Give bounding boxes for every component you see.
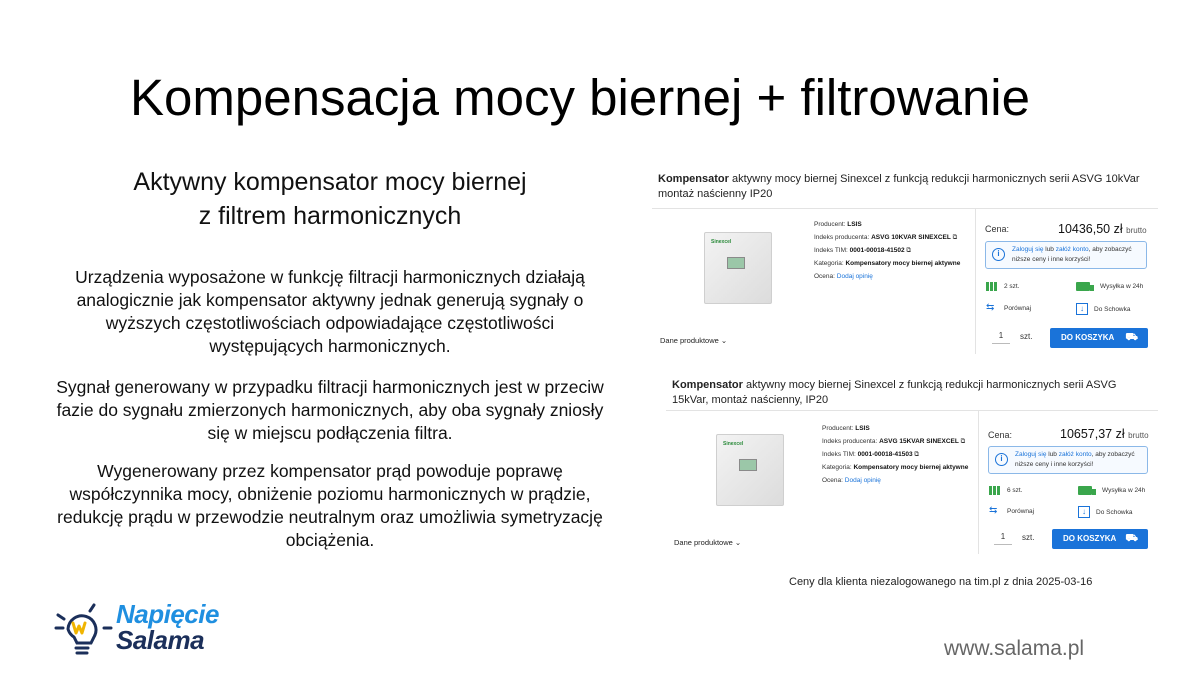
compare-icon: ⇆ — [989, 505, 998, 516]
info-icon: i — [995, 453, 1008, 466]
divider — [978, 410, 979, 554]
login-link[interactable]: Zaloguj się — [1015, 451, 1047, 458]
truck-icon — [1076, 282, 1090, 291]
register-link[interactable]: załóż konto — [1055, 246, 1089, 253]
copy-icon: ⧉ — [906, 247, 912, 254]
chevron-down-icon: ⌄ — [720, 336, 728, 345]
product-details-toggle[interactable]: Dane produktowe ⌄ — [660, 336, 728, 345]
add-to-cart-button[interactable]: DO KOSZYKA ⛟ — [1050, 328, 1148, 348]
add-review-link[interactable]: Dodaj opinię — [836, 273, 873, 280]
subtitle — [60, 165, 600, 233]
login-link[interactable]: Zaloguj się — [1012, 246, 1044, 253]
add-to-cart-button[interactable]: DO KOSZYKA ⛟ — [1052, 529, 1148, 549]
stock-info: 2 szt. — [986, 282, 1020, 291]
copy-icon: ⧉ — [960, 438, 966, 445]
divider — [666, 410, 1158, 411]
lightbulb-icon — [54, 601, 116, 659]
product-specs: Producent: LSIS Indeks producenta: ASVG 10KVAR SINEXCEL ⧉ Indeks TIM: 0001-00018-41502 ⧉ Kategoria: Kompensatory mocy biernej aktywne Ocena: Dodaj opinię — [814, 221, 961, 280]
quantity-field[interactable]: 1 szt. — [992, 328, 1032, 344]
copy-icon: ⧉ — [914, 451, 920, 458]
copy-icon: ⧉ — [952, 234, 958, 241]
info-icon: i — [992, 248, 1005, 261]
compare-button[interactable]: ⇆ Porównaj — [986, 302, 1032, 313]
product-title[interactable]: Kompensator aktywny mocy biernej Sinexcel z funkcją redukcji harmonicznych serii ASVG 10kVar montaż naścienny IP20 — [658, 173, 1140, 200]
compare-icon: ⇆ — [986, 302, 995, 313]
subtitle-line-2: z filtrem harmonicznych — [198, 202, 462, 230]
stock-icon — [989, 486, 1001, 495]
subtitle-line-1: Aktywny kompensator mocy biernej — [133, 168, 527, 196]
paragraph-effects: Wygenerowany przez kompensator prąd powoduje poprawę współczynnika mocy, obniżenie poziomu harmonicznych w prądzie, redukcję prądu w przewodzie neutralnym oraz umożliwia symetryzację obciążenia. — [57, 461, 603, 550]
napiecie-salama-logo — [52, 597, 232, 659]
truck-icon — [1078, 486, 1092, 495]
price-value: 10657,37 zł brutto — [1060, 427, 1149, 441]
cart-icon: ⛟ — [1125, 332, 1138, 343]
compare-button[interactable]: ⇆ Porównaj — [989, 505, 1035, 516]
price-footnote: Ceny dla klienta niezalogowanego na tim.pl z dnia 2025-03-16 — [789, 576, 1093, 588]
divider — [975, 208, 976, 354]
paragraph-antiphase: Sygnał generowany w przypadku filtracji harmonicznych jest w przeciw fazie do sygnału zmierzonych harmonicznych, aby oba sygnały zniosły się w miejscu podłączenia filtra. — [56, 377, 604, 443]
website-url: www.salama.pl — [944, 637, 1085, 660]
register-link[interactable]: załóż konto — [1058, 451, 1092, 458]
divider — [652, 208, 1158, 209]
product-details-toggle[interactable]: Dane produktowe ⌄ — [674, 538, 742, 547]
price-label: Cena: — [985, 224, 1010, 234]
product-image[interactable]: Sinexcel — [716, 434, 784, 506]
product-card-10kvar — [652, 168, 1158, 354]
paragraph-filtration: Urządzenia wyposażone w funkcję filtracji harmonicznych działają analogicznie jak kompensator aktywny jednak generują sygnały o wyższych częstotliwościach odpowiadające częstotliwości występujących harmonicznych. — [75, 267, 585, 356]
product-specs: Producent: LSIS Indeks producenta: ASVG 15KVAR SINEXCEL ⧉ Indeks TIM: 0001-00018-41503 ⧉ Kategoria: Kompensatory mocy biernej aktywne Ocena: Dodaj opinię — [822, 425, 969, 484]
quantity-field[interactable]: 1 szt. — [994, 529, 1034, 545]
stock-info: 6 szt. — [989, 486, 1023, 495]
slide-title: Kompensacja mocy biernej + filtrowanie — [129, 69, 1031, 126]
logo-wordmark: Napięcie Salama — [116, 599, 219, 655]
price-value: 10436,50 zł brutto — [1058, 222, 1147, 236]
product-title[interactable]: Kompensator aktywny mocy biernej Sinexcel z funkcją redukcji harmonicznych serii ASVG 15kVar, montaż naścienny, IP20 — [672, 379, 1117, 406]
clipboard-icon: ↓ — [1076, 303, 1088, 315]
cart-icon: ⛟ — [1125, 533, 1138, 544]
add-review-link[interactable]: Dodaj opinię — [844, 477, 881, 484]
login-notice: i Zaloguj się lub załóż konto, aby zobaczyć niższe ceny i inne korzyści! — [985, 241, 1147, 269]
clipboard-button[interactable]: ↓ Do Schowka — [1076, 303, 1131, 315]
product-card-15kvar — [666, 374, 1158, 554]
clipboard-button[interactable]: ↓ Do Schowka — [1078, 506, 1133, 518]
price-label: Cena: — [988, 430, 1013, 440]
product-image[interactable]: Sinexcel — [704, 232, 772, 304]
stock-icon — [986, 282, 998, 291]
shipping-info: Wysyłka w 24h — [1076, 282, 1143, 291]
shipping-info: Wysyłka w 24h — [1078, 486, 1145, 495]
clipboard-icon: ↓ — [1078, 506, 1090, 518]
login-notice: i Zaloguj się lub załóż konto, aby zobaczyć niższe ceny i inne korzyści! — [988, 446, 1148, 474]
chevron-down-icon: ⌄ — [734, 538, 742, 547]
